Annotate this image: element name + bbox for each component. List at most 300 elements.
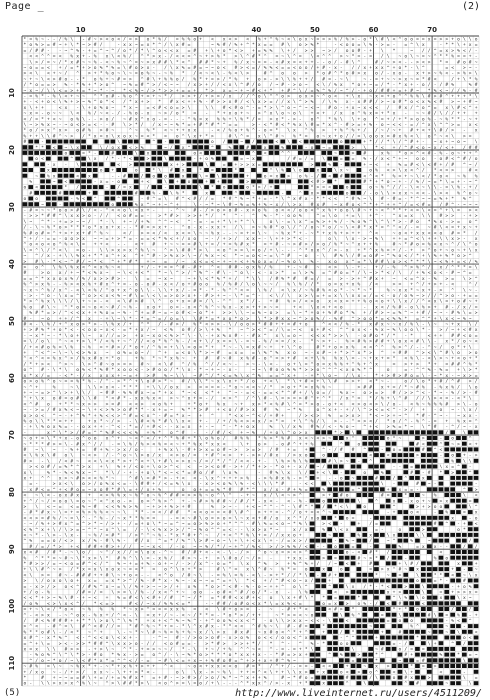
stitch-symbol: + <box>399 129 402 134</box>
stitch-symbol: % <box>193 322 196 328</box>
stitch-symbol: x <box>111 374 114 379</box>
stitch-symbol: > <box>340 55 343 60</box>
stitch-symbol: - <box>158 414 161 419</box>
stitch-symbol: > <box>434 283 437 288</box>
stitch-symbol: \ <box>346 225 349 231</box>
stitch-symbol: % <box>235 76 238 82</box>
stitch-symbol: < <box>422 442 425 447</box>
stitch-symbol: * <box>264 316 267 322</box>
stitch-symbol: # <box>229 356 232 362</box>
stitch-dark <box>81 157 86 161</box>
stitch-symbol: ^ <box>35 350 38 356</box>
stitch-symbol: ~ <box>246 414 249 419</box>
stitch-symbol: \ <box>264 362 267 368</box>
stitch-symbol: + <box>193 294 196 299</box>
stitch-symbol: < <box>334 300 337 305</box>
stitch-symbol: # <box>106 128 109 134</box>
stitch-symbol: # <box>475 390 478 396</box>
stitch-symbol: - <box>445 220 448 225</box>
stitch-symbol: > <box>399 374 402 379</box>
stitch-symbol: \ <box>264 133 267 139</box>
stitch-symbol: < <box>328 288 331 293</box>
stitch-symbol: + <box>334 134 337 139</box>
stitch-symbol: * <box>70 373 73 379</box>
stitch-symbol: < <box>404 260 407 265</box>
stitch-symbol: = <box>129 38 132 43</box>
stitch-symbol: * <box>147 54 150 60</box>
stitch-dark <box>298 179 303 183</box>
stitch-symbol: > <box>152 83 155 88</box>
stitch-symbol: / <box>158 82 161 88</box>
stitch-symbol: \ <box>352 116 355 122</box>
stitch-symbol: < <box>422 191 425 196</box>
stitch-symbol: / <box>264 265 267 271</box>
stitch-symbol: + <box>246 442 249 447</box>
stitch-dark <box>163 151 168 155</box>
stitch-symbol: ~ <box>106 420 109 425</box>
stitch-symbol: < <box>182 100 185 105</box>
stitch-symbol: + <box>358 117 361 122</box>
stitch-symbol: ~ <box>252 60 255 65</box>
stitch-symbol: ^ <box>299 99 302 105</box>
stitch-symbol: o <box>328 374 331 379</box>
stitch-symbol: + <box>29 345 32 350</box>
stitch-symbol: ^ <box>141 76 144 82</box>
stitch-symbol: > <box>340 345 343 350</box>
stitch-symbol: ~ <box>106 351 109 356</box>
stitch-symbol: * <box>88 88 91 94</box>
stitch-symbol: \ <box>281 430 284 436</box>
stitch-symbol: ^ <box>270 133 273 139</box>
stitch-symbol: < <box>70 408 73 413</box>
stitch-symbol: = <box>141 43 144 48</box>
stitch-symbol: % <box>363 299 366 305</box>
stitch-symbol: ^ <box>117 196 120 202</box>
stitch-symbol: + <box>188 100 191 105</box>
stitch-symbol: x <box>193 83 196 88</box>
stitch-symbol: + <box>457 180 460 185</box>
stitch-symbol: / <box>258 65 261 71</box>
stitch-symbol: \ <box>164 156 167 162</box>
stitch-dark <box>134 162 139 166</box>
stitch-symbol: ^ <box>381 350 384 356</box>
stitch-symbol: x <box>47 254 50 259</box>
stitch-symbol: % <box>416 179 419 185</box>
stitch-symbol: * <box>53 436 56 442</box>
stitch-symbol: * <box>24 42 27 48</box>
stitch-symbol: < <box>363 174 366 179</box>
stitch-symbol: o <box>387 368 390 373</box>
stitch-symbol: % <box>369 42 372 48</box>
stitch-symbol: o <box>53 397 56 402</box>
stitch-symbol: % <box>311 270 314 276</box>
stitch-symbol: = <box>147 95 150 100</box>
stitch-symbol: # <box>158 105 161 111</box>
stitch-symbol: + <box>188 402 191 407</box>
stitch-symbol: % <box>252 430 255 436</box>
stitch-symbol: * <box>451 42 454 48</box>
stitch-symbol: x <box>381 385 384 390</box>
stitch-symbol: o <box>369 186 372 191</box>
stitch-symbol: > <box>451 214 454 219</box>
stitch-dark <box>339 191 344 195</box>
stitch-symbol: - <box>457 408 460 413</box>
stitch-symbol: + <box>24 391 27 396</box>
stitch-symbol: > <box>305 100 308 105</box>
stitch-symbol: ~ <box>434 140 437 145</box>
stitch-symbol: x <box>252 425 255 430</box>
stitch-symbol: x <box>106 283 109 288</box>
stitch-symbol: = <box>445 368 448 373</box>
stitch-symbol: = <box>264 197 267 202</box>
stitch-symbol: o <box>135 169 138 174</box>
stitch-symbol: % <box>434 88 437 94</box>
stitch-dark <box>239 179 244 183</box>
stitch-symbol: o <box>352 203 355 208</box>
stitch-symbol: o <box>35 414 38 419</box>
stitch-dark <box>23 162 28 166</box>
stitch-symbol: x <box>252 345 255 350</box>
stitch-symbol: x <box>287 100 290 105</box>
stitch-symbol: \ <box>475 94 478 100</box>
stitch-symbol: - <box>434 152 437 157</box>
stitch-symbol: * <box>188 441 191 447</box>
stitch-symbol: + <box>422 408 425 413</box>
stitch-symbol: * <box>141 407 144 413</box>
stitch-symbol: \ <box>111 54 114 60</box>
stitch-symbol: < <box>117 431 120 436</box>
stitch-symbol: o <box>88 437 91 442</box>
stitch-symbol: * <box>457 116 460 122</box>
stitch-symbol: + <box>358 129 361 134</box>
stitch-symbol: \ <box>440 225 443 231</box>
stitch-dark <box>58 151 63 155</box>
stitch-dark <box>286 179 291 183</box>
stitch-dark <box>474 430 479 434</box>
stitch-symbol: # <box>346 122 349 128</box>
stitch-symbol: o <box>393 402 396 407</box>
stitch-symbol: = <box>311 89 314 94</box>
stitch-symbol: \ <box>346 265 349 271</box>
stitch-symbol: # <box>404 396 407 402</box>
stitch-symbol: x <box>475 237 478 242</box>
stitch-symbol: / <box>246 396 249 402</box>
stitch-symbol: - <box>469 89 472 94</box>
stitch-symbol: \ <box>281 333 284 339</box>
stitch-symbol: / <box>217 82 220 88</box>
stitch-symbol: ^ <box>199 304 202 310</box>
stitch-symbol: o <box>135 448 138 453</box>
stitch-symbol: = <box>41 66 44 71</box>
stitch-symbol: > <box>41 129 44 134</box>
stitch-dark <box>339 185 344 189</box>
stitch-symbol: o <box>193 152 196 157</box>
stitch-symbol: / <box>440 344 443 350</box>
stitch-symbol: o <box>328 237 331 242</box>
stitch-symbol: > <box>88 402 91 407</box>
stitch-symbol: + <box>469 152 472 157</box>
stitch-symbol: ^ <box>141 322 144 328</box>
stitch-symbol: + <box>41 106 44 111</box>
stitch-symbol: x <box>170 357 173 362</box>
stitch-symbol: * <box>106 99 109 105</box>
stitch-symbol: # <box>410 88 413 94</box>
stitch-dark <box>321 140 326 144</box>
stitch-symbol: / <box>422 168 425 174</box>
stitch-symbol: = <box>123 283 126 288</box>
stitch-symbol: # <box>199 122 202 128</box>
stitch-symbol: ~ <box>170 220 173 225</box>
stitch-symbol: ^ <box>416 151 419 157</box>
stitch-symbol: o <box>399 66 402 71</box>
stitch-symbol: x <box>369 226 372 231</box>
stitch-symbol: + <box>235 260 238 265</box>
stitch-symbol: o <box>369 169 372 174</box>
stitch-symbol: + <box>217 391 220 396</box>
stitch-symbol: ^ <box>53 247 56 253</box>
stitch-dark <box>234 185 239 189</box>
stitch-dark <box>345 145 350 149</box>
stitch-symbol: \ <box>205 247 208 253</box>
stitch-symbol: = <box>59 420 62 425</box>
stitch-dark <box>234 174 239 178</box>
stitch-symbol: = <box>35 112 38 117</box>
stitch-symbol: ^ <box>399 396 402 402</box>
stitch-symbol: - <box>223 231 226 236</box>
stitch-symbol: = <box>387 248 390 253</box>
stitch-dark <box>28 151 33 155</box>
stitch-symbol: * <box>352 54 355 60</box>
stitch-symbol: < <box>416 186 419 191</box>
stitch-symbol: * <box>70 304 73 310</box>
stitch-symbol: \ <box>147 48 150 54</box>
stitch-symbol: * <box>123 236 126 242</box>
stitch-symbol: o <box>94 106 97 111</box>
stitch-symbol: * <box>217 111 220 117</box>
stitch-symbol: ^ <box>422 65 425 71</box>
stitch-symbol: > <box>463 391 466 396</box>
stitch-symbol: + <box>82 300 85 305</box>
stitch-symbol: ^ <box>211 145 214 151</box>
stitch-symbol: < <box>434 100 437 105</box>
stitch-symbol: / <box>276 282 279 288</box>
stitch-symbol: - <box>123 112 126 117</box>
stitch-symbol: ~ <box>299 334 302 339</box>
stitch-symbol: - <box>223 323 226 328</box>
stitch-symbol: + <box>381 374 384 379</box>
stitch-symbol: % <box>334 37 337 43</box>
stitch-symbol: ~ <box>469 117 472 122</box>
stitch-symbol: + <box>352 231 355 236</box>
stitch-symbol: # <box>381 88 384 94</box>
stitch-symbol: + <box>147 260 150 265</box>
stitch-symbol: # <box>293 276 296 282</box>
stitch-symbol: * <box>369 413 372 419</box>
stitch-symbol: ~ <box>170 129 173 134</box>
stitch-symbol: * <box>199 322 202 328</box>
stitch-symbol: o <box>346 209 349 214</box>
stitch-symbol: = <box>270 100 273 105</box>
stitch-symbol: < <box>475 123 478 128</box>
stitch-dark <box>116 168 121 172</box>
stitch-symbol: o <box>317 391 320 396</box>
stitch-symbol: o <box>41 243 44 248</box>
stitch-symbol: * <box>129 424 132 430</box>
stitch-symbol: > <box>293 203 296 208</box>
stitch-symbol: # <box>211 99 214 105</box>
stitch-symbol: + <box>135 334 138 339</box>
stitch-symbol: ^ <box>322 247 325 253</box>
stitch-symbol: + <box>205 55 208 60</box>
stitch-symbol: - <box>205 420 208 425</box>
stitch-symbol: / <box>416 122 419 128</box>
stitch-symbol: / <box>293 208 296 214</box>
stitch-symbol: x <box>299 220 302 225</box>
stitch-symbol: = <box>70 380 73 385</box>
stitch-symbol: / <box>399 139 402 145</box>
stitch-symbol: % <box>363 156 366 162</box>
stitch-symbol: * <box>176 59 179 65</box>
stitch-symbol: + <box>158 437 161 442</box>
stitch-symbol: > <box>100 385 103 390</box>
stitch-symbol: ~ <box>475 191 478 196</box>
stitch-symbol: # <box>152 253 155 259</box>
stitch-symbol: = <box>188 231 191 236</box>
stitch-symbol: < <box>94 123 97 128</box>
stitch-symbol: + <box>276 237 279 242</box>
stitch-symbol: # <box>193 242 196 248</box>
stitch-symbol: \ <box>363 145 366 151</box>
stitch-symbol: * <box>445 54 448 60</box>
stitch-symbol: = <box>445 66 448 71</box>
stitch-symbol: - <box>235 345 238 350</box>
stitch-symbol: * <box>29 373 32 379</box>
stitch-symbol: * <box>35 145 38 151</box>
stitch-symbol: < <box>299 328 302 333</box>
stitch-symbol: * <box>217 373 220 379</box>
stitch-symbol: < <box>445 191 448 196</box>
stitch-symbol: ~ <box>340 226 343 231</box>
stitch-symbol: x <box>428 38 431 43</box>
stitch-symbol: % <box>100 310 103 316</box>
stitch-symbol: * <box>205 122 208 128</box>
stitch-symbol: ^ <box>229 390 232 396</box>
stitch-symbol: % <box>410 293 413 299</box>
stitch-symbol: < <box>311 209 314 214</box>
stitch-symbol: ^ <box>29 282 32 288</box>
stitch-symbol: # <box>317 287 320 293</box>
stitch-symbol: # <box>217 270 220 276</box>
stitch-symbol: > <box>281 385 284 390</box>
stitch-symbol: x <box>281 317 284 322</box>
stitch-symbol: ^ <box>457 156 460 162</box>
stitch-dark <box>427 442 432 446</box>
stitch-symbol: + <box>35 363 38 368</box>
stitch-dark <box>93 168 98 172</box>
stitch-symbol: - <box>94 380 97 385</box>
stitch-symbol: - <box>235 363 238 368</box>
stitch-dark <box>193 140 198 144</box>
stitch-symbol: - <box>281 248 284 253</box>
stitch-symbol: - <box>317 260 320 265</box>
stitch-symbol: ^ <box>47 350 50 356</box>
stitch-dark <box>234 151 239 155</box>
stitch-symbol: - <box>264 237 267 242</box>
stitch-symbol: % <box>404 133 407 139</box>
stitch-symbol: - <box>240 391 243 396</box>
stitch-symbol: + <box>141 254 144 259</box>
stitch-symbol: ^ <box>252 413 255 419</box>
stitch-symbol: < <box>422 174 425 179</box>
stitch-symbol: \ <box>70 42 73 48</box>
stitch-symbol: * <box>399 151 402 157</box>
stitch-symbol: # <box>41 367 44 373</box>
stitch-symbol: # <box>410 139 413 145</box>
stitch-symbol: ~ <box>170 123 173 128</box>
stitch-symbol: x <box>59 129 62 134</box>
stitch-symbol: x <box>445 49 448 54</box>
stitch-dark <box>87 185 92 189</box>
stitch-symbol: ^ <box>346 196 349 202</box>
stitch-symbol: - <box>100 317 103 322</box>
stitch-symbol: - <box>106 89 109 94</box>
stitch-symbol: o <box>346 72 349 77</box>
stitch-dark <box>64 197 69 201</box>
stitch-symbol: > <box>152 55 155 60</box>
stitch-symbol: / <box>147 265 150 271</box>
stitch-symbol: ~ <box>287 112 290 117</box>
stitch-symbol: / <box>141 173 144 179</box>
stitch-symbol: ~ <box>434 260 437 265</box>
stitch-symbol: x <box>258 420 261 425</box>
stitch-symbol: + <box>176 129 179 134</box>
stitch-symbol: \ <box>246 282 249 288</box>
stitch-symbol: * <box>422 76 425 82</box>
stitch-symbol: / <box>158 322 161 328</box>
stitch-dark <box>93 140 98 144</box>
stitch-symbol: + <box>141 345 144 350</box>
stitch-symbol: \ <box>293 37 296 43</box>
stitch-symbol: % <box>41 299 44 305</box>
stitch-symbol: + <box>387 397 390 402</box>
stitch-symbol: + <box>106 357 109 362</box>
stitch-symbol: x <box>252 408 255 413</box>
stitch-symbol: ^ <box>428 316 431 322</box>
stitch-symbol: ~ <box>369 271 372 276</box>
stitch-symbol: ~ <box>352 391 355 396</box>
stitch-symbol: ~ <box>363 209 366 214</box>
stitch-symbol: x <box>375 363 378 368</box>
stitch-symbol: # <box>475 88 478 94</box>
stitch-symbol: - <box>117 43 120 48</box>
stitch-symbol: % <box>217 401 220 407</box>
stitch-symbol: + <box>293 420 296 425</box>
stitch-symbol: % <box>393 265 396 271</box>
stitch-symbol: o <box>311 146 314 151</box>
stitch-symbol: - <box>235 368 238 373</box>
stitch-symbol: ~ <box>293 106 296 111</box>
stitch-symbol: < <box>170 442 173 447</box>
stitch-symbol: + <box>35 134 38 139</box>
stitch-symbol: ~ <box>457 374 460 379</box>
stitch-symbol: ~ <box>410 77 413 82</box>
stitch-symbol: < <box>211 38 214 43</box>
stitch-dark <box>28 145 33 149</box>
stitch-symbol: x <box>469 123 472 128</box>
stitch-symbol: + <box>94 425 97 430</box>
stitch-symbol: o <box>111 288 114 293</box>
stitch-symbol: * <box>147 322 150 328</box>
